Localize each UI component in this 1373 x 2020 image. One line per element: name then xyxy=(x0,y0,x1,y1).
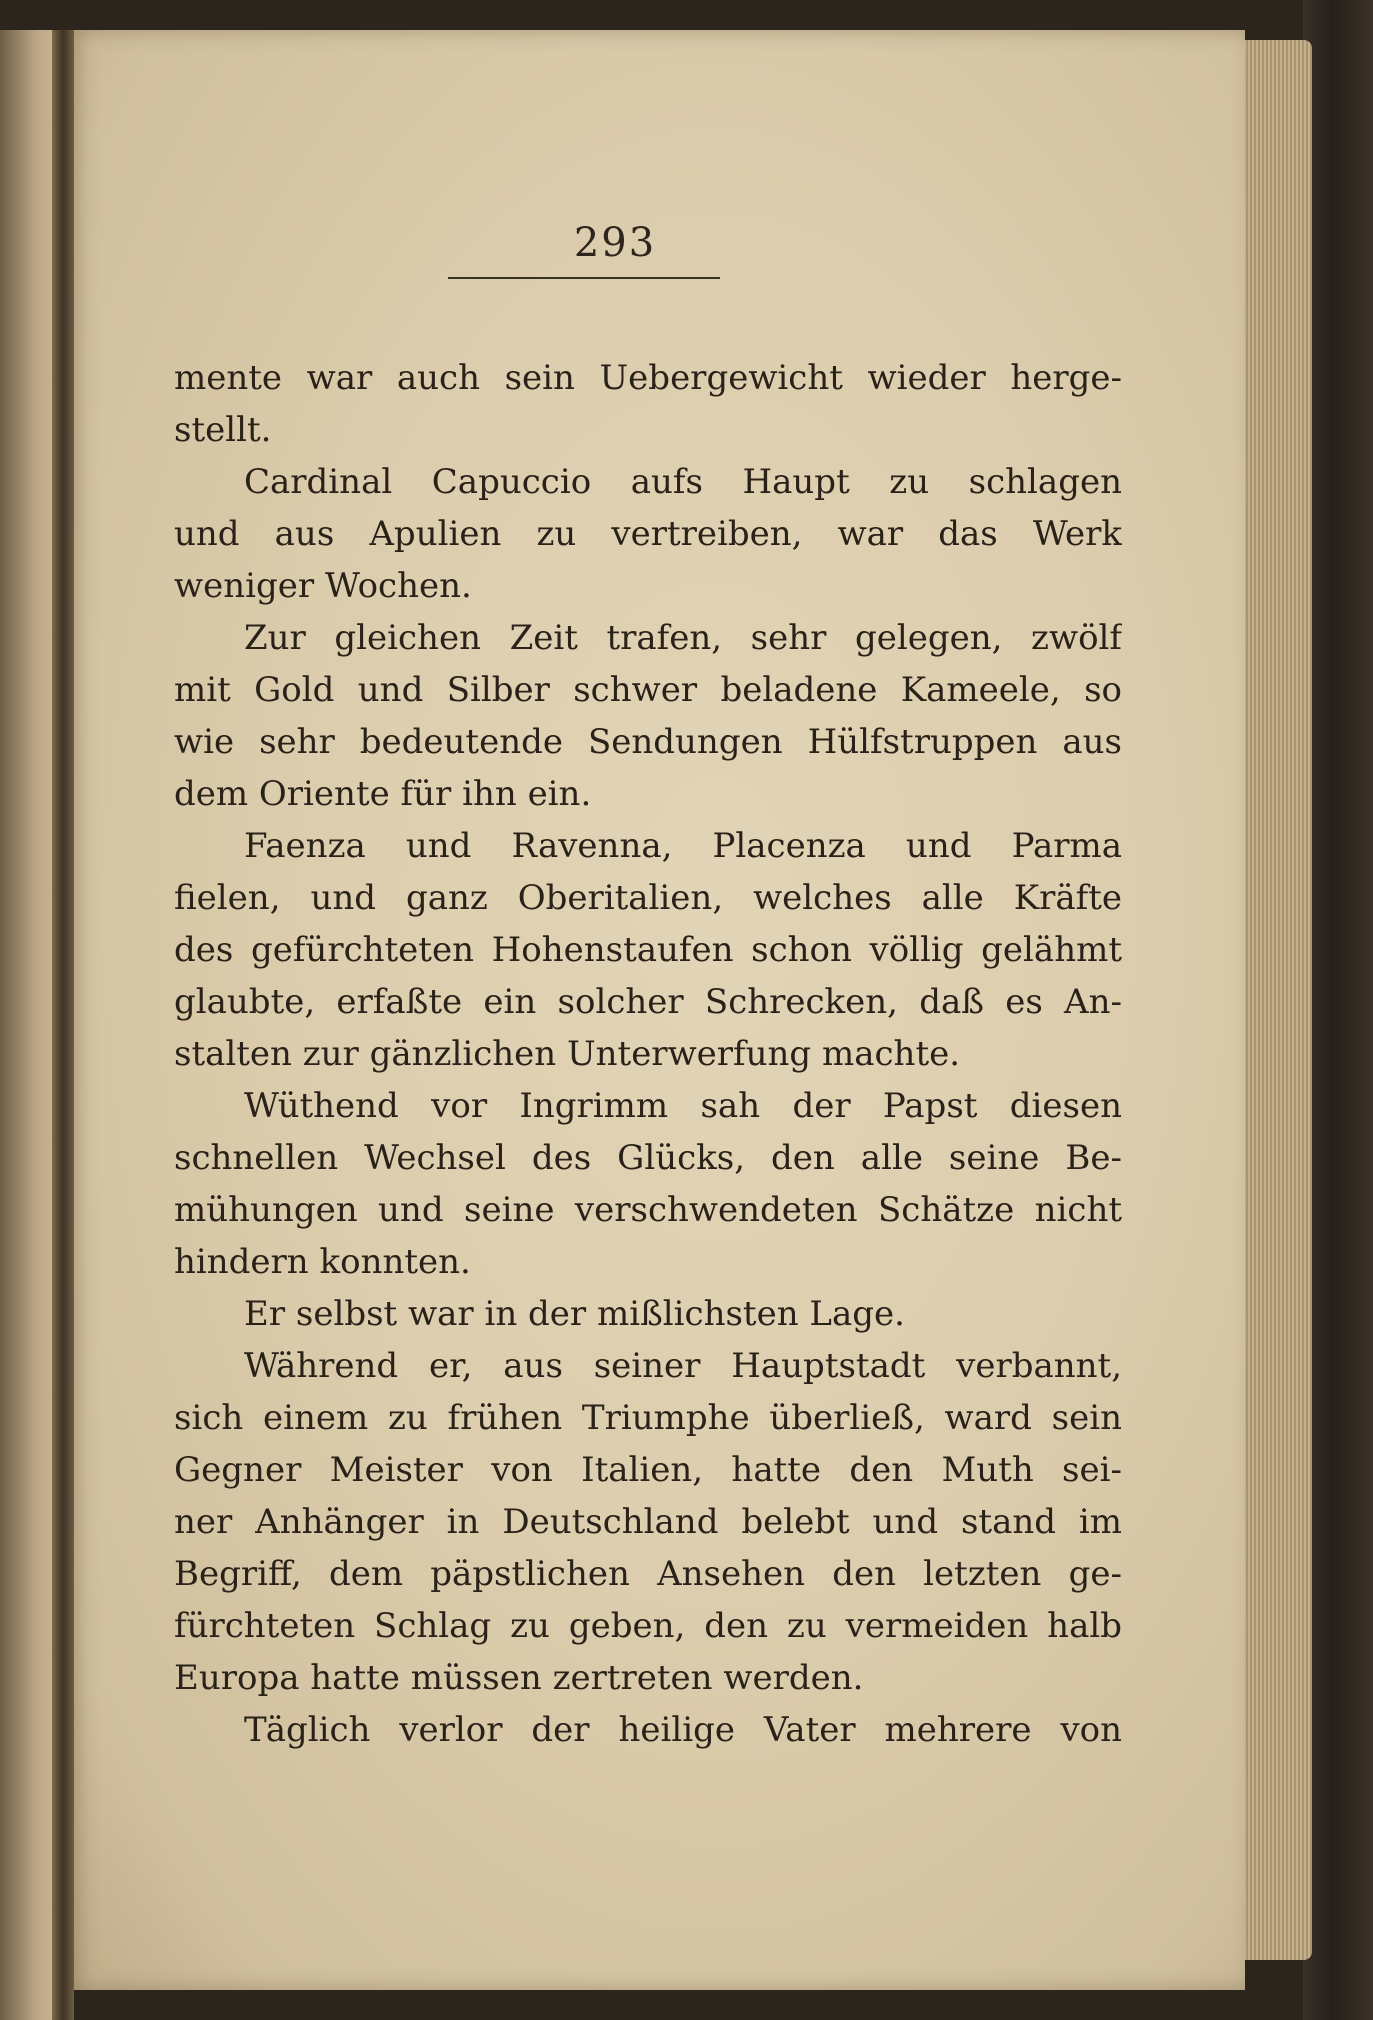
text-line: stalten zur gänzlichen Unterwerfung machte. xyxy=(174,1034,961,1074)
book-gutter xyxy=(52,30,74,2020)
text-line: Täglich verlor der heilige Vater mehrere von xyxy=(244,1710,1122,1750)
text-line: ner Anhänger in Deutschland belebt und stand im xyxy=(174,1502,1122,1542)
page-number: 293 xyxy=(573,220,657,266)
text-line: Während er, aus seiner Hauptstadt verbannt, xyxy=(244,1346,1122,1386)
text-line: fielen, und ganz Oberitalien, welches alle Kräfte xyxy=(174,878,1122,918)
text-line: fürchteten Schlag zu geben, den zu vermeiden halb xyxy=(174,1606,1122,1646)
body-text xyxy=(174,352,1122,1756)
text-line: glaubte, erfaßte ein solcher Schrecken, daß es An- xyxy=(174,982,1122,1022)
text-line: Gegner Meister von Italien, hatte den Muth sei- xyxy=(174,1450,1122,1490)
facing-page-edge xyxy=(0,30,60,2020)
text-line: Wüthend vor Ingrimm sah der Papst diesen xyxy=(244,1086,1122,1126)
text-line: mühungen und seine verschwendeten Schätze nicht xyxy=(174,1190,1122,1230)
text-line: Europa hatte müssen zertreten werden. xyxy=(174,1658,864,1698)
text-line: mit Gold und Silber schwer beladene Kameele, so xyxy=(174,670,1122,710)
text-line: Begriff, dem päpstlichen Ansehen den letzten ge- xyxy=(174,1554,1122,1594)
text-line: Faenza und Ravenna, Placenza und Parma xyxy=(244,826,1122,866)
text-line: Zur gleichen Zeit trafen, sehr gelegen, zwölf xyxy=(244,618,1122,658)
text-line: hindern konnten. xyxy=(174,1242,471,1282)
text-line: dem Oriente für ihn ein. xyxy=(174,774,592,814)
book-page xyxy=(70,30,1245,1990)
text-line: weniger Wochen. xyxy=(174,566,472,606)
header-rule xyxy=(448,277,720,279)
text-line: Cardinal Capuccio aufs Haupt zu schlagen xyxy=(244,462,1122,502)
text-line: sich einem zu frühen Triumphe überließ, ward sein xyxy=(174,1398,1122,1438)
text-line: und aus Apulien zu vertreiben, war das Werk xyxy=(174,514,1122,554)
book-cover-edge xyxy=(1303,0,1373,2020)
text-line: wie sehr bedeutende Sendungen Hülfstruppen aus xyxy=(174,722,1122,762)
text-line: mente war auch sein Uebergewicht wieder herge- xyxy=(174,358,1122,398)
text-line: schnellen Wechsel des Glücks, den alle seine Be- xyxy=(174,1138,1122,1178)
text-line: des gefürchteten Hohenstaufen schon völlig gelähmt xyxy=(174,930,1122,970)
text-line: stellt. xyxy=(174,410,272,450)
text-line: Er selbst war in der mißlichsten Lage. xyxy=(244,1294,905,1334)
